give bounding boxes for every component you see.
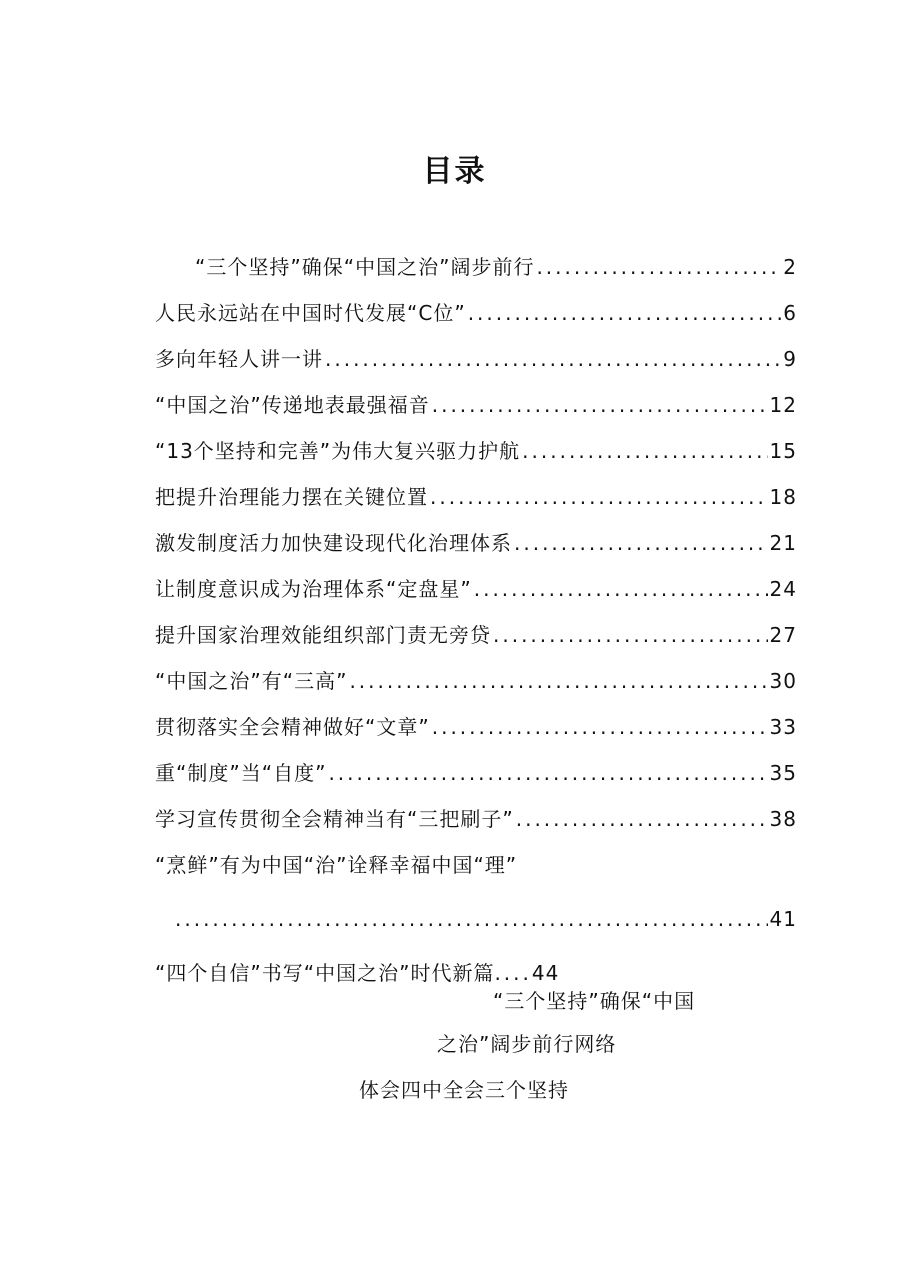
toc-leader-dots: [430, 474, 768, 520]
trailing-text-line: 体会四中全会三个坚持: [359, 1078, 569, 1102]
toc-entry[interactable]: [155, 750, 797, 796]
toc-entry-page: 41: [769, 907, 797, 931]
toc-entry-page: 35: [769, 761, 797, 785]
toc-leader-dots: [175, 888, 768, 950]
trailing-text-line: 之治”阔步前行网络: [437, 1032, 617, 1056]
toc-entry-page: 33: [769, 715, 797, 739]
toc-entry-title: “烹鲜”有为中国“治”诠释幸福中国“理”: [155, 853, 518, 877]
toc-entry-title: “三个坚持”确保“中国之治”阔步前行: [195, 255, 535, 279]
table-of-contents: [155, 244, 797, 996]
toc-entry-page: 15: [769, 439, 797, 463]
toc-leader-dots: [536, 244, 781, 290]
toc-entry-title: 把提升治理能力摆在关键位置: [155, 485, 428, 509]
toc-entry[interactable]: [155, 474, 797, 520]
toc-entry-title: 激发制度活力加快建设现代化治理体系: [155, 531, 512, 555]
toc-entry[interactable]: [155, 520, 797, 566]
toc-leader-dots: [349, 658, 767, 704]
toc-entry[interactable]: [155, 428, 797, 474]
toc-entry-title: “中国之治”有“三高”: [155, 669, 348, 693]
toc-entry[interactable]: [155, 244, 797, 290]
toc-leader-dots: ....: [494, 961, 532, 985]
toc-entry-page: 18: [769, 485, 797, 509]
page-title: 目录: [422, 154, 487, 189]
toc-entry-title: “中国之治”传递地表最强福音: [155, 393, 430, 417]
toc-entry-title: 学习宣传贯彻全会精神当有“三把刷子”: [155, 807, 514, 831]
toc-entry-page: 21: [769, 531, 797, 555]
toc-entry-page: 9: [783, 347, 797, 371]
toc-entry[interactable]: [155, 658, 797, 704]
toc-leader-dots: [516, 796, 768, 842]
toc-leader-dots: [328, 750, 767, 796]
toc-leader-dots: [493, 612, 768, 658]
trailing-text-line: “三个坚持”确保“中国: [493, 989, 696, 1013]
toc-entry-page: 44: [531, 961, 560, 985]
toc-entry[interactable]: [155, 704, 797, 750]
toc-entry-title: 多向年轻人讲一讲: [155, 347, 323, 371]
toc-entry-page: 30: [769, 669, 797, 693]
toc-entry-title: 提升国家治理效能组织部门责无旁贷: [155, 623, 491, 647]
toc-entry-title: “13个坚持和完善”为伟大复兴驱力护航: [155, 439, 521, 463]
toc-leader-dots: [474, 566, 768, 612]
toc-leader-dots: [432, 704, 768, 750]
toc-leader-dots: [468, 290, 782, 336]
toc-leader-dots: [325, 336, 781, 382]
toc-entry[interactable]: [155, 796, 797, 842]
toc-entry[interactable]: [155, 950, 797, 996]
toc-entry-page: 27: [769, 623, 797, 647]
toc-entry[interactable]: [155, 566, 797, 612]
toc-entry[interactable]: [155, 290, 797, 336]
toc-entry-title: 重“制度”当“自度”: [155, 761, 327, 785]
toc-entry[interactable]: [155, 382, 797, 428]
toc-leader-dots: [522, 428, 767, 474]
toc-entry-title: 贯彻落实全会精神做好“文章”: [155, 715, 430, 739]
toc-entry-page: 12: [769, 393, 797, 417]
toc-leader-dots: [432, 382, 768, 428]
toc-entry[interactable]: [155, 842, 797, 950]
toc-entry-title: 人民永远站在中国时代发展“C位”: [155, 301, 466, 325]
toc-entry[interactable]: [155, 336, 797, 382]
toc-entry-page: 6: [783, 301, 797, 325]
toc-entry-page: 24: [769, 577, 797, 601]
toc-entry-page: 2: [783, 255, 797, 279]
toc-entry-title: “四个自信”书写“中国之治”时代新篇: [155, 961, 495, 985]
toc-entry-title: 让制度意识成为治理体系“定盘星”: [155, 577, 472, 601]
toc-entry-page: 38: [769, 807, 797, 831]
toc-entry[interactable]: [155, 612, 797, 658]
toc-leader-dots: [514, 520, 768, 566]
